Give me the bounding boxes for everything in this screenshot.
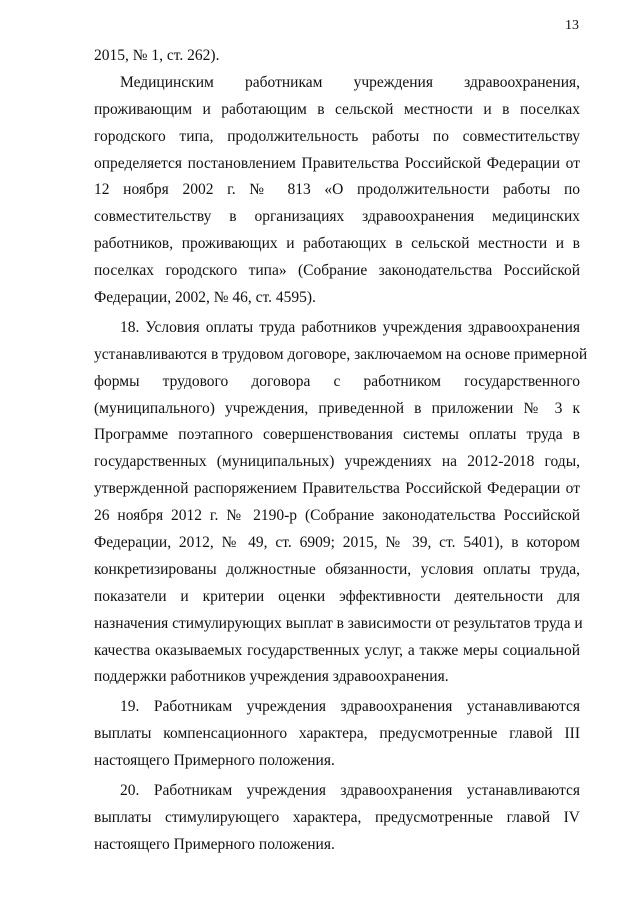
- text-line: определяется постановлением Правительства Российской Федерации от: [94, 154, 580, 172]
- text-line: работников, проживающих и работающих в сельской местности и в: [94, 235, 580, 253]
- text-line: Медицинским работникам учреждения здравоохранения,: [120, 73, 580, 91]
- text-line: выплаты компенсационного характера, предусмотренные главой III: [94, 725, 580, 743]
- text-line: качества оказываемых государственных услуг, а также меры социальной: [94, 641, 580, 659]
- text-line: (муниципального) учреждения, приведенной в приложении № 3 к: [94, 399, 580, 417]
- text-line: Федерации, 2002, № 46, ст. 4595).: [94, 289, 316, 307]
- text-line: городского типа, продолжительность работы по совместительству: [94, 127, 580, 145]
- text-line: настоящего Примерного положения.: [94, 835, 335, 853]
- page-number: 13: [565, 18, 579, 33]
- text-line: конкретизированы должностные обязанности, условия оплаты труда,: [94, 560, 580, 578]
- text-line: поселках городского типа» (Собрание законодательства Российской: [94, 262, 580, 280]
- text-line: 26 ноября 2012 г. № 2190-р (Собрание законодательства Российской: [94, 507, 580, 525]
- text-line: 2015, № 1, ст. 262).: [94, 47, 220, 64]
- text-line: формы трудового договора с работником государственного: [94, 372, 580, 390]
- text-line: 12 ноября 2002 г. № 813 «О продолжительности работы по: [94, 181, 580, 199]
- text-line: настоящего Примерного положения.: [94, 752, 335, 770]
- text-line: Федерации, 2012, № 49, ст. 6909; 2015, № 39, ст. 5401), в котором: [94, 534, 580, 552]
- text-line: проживающим и работающим в сельской местности и в поселках: [94, 100, 580, 118]
- text-line: устанавливаются в трудовом договоре, заключаемом на основе примерной: [94, 345, 588, 363]
- text-line: показатели и критерии оценки эффективности деятельности для: [94, 587, 580, 605]
- text-line: выплаты стимулирующего характера, предусмотренные главой IV: [94, 808, 580, 826]
- text-line: утвержденной распоряжением Правительства Российской Федерации от: [94, 480, 580, 498]
- text-line: Программе поэтапного совершенствования системы оплаты труда в: [94, 426, 580, 444]
- document-body: [94, 43, 588, 859]
- text-line: 20. Работникам учреждения здравоохранения устанавливаются: [120, 782, 580, 800]
- text-line: поддержки работников учреждения здравоохранения.: [94, 668, 449, 686]
- text-line: государственных (муниципальных) учреждениях на 2012-2018 годы,: [94, 453, 580, 471]
- text-line: 18. Условия оплаты труда работников учреждения здравоохранения: [120, 318, 580, 336]
- text-line: назначения стимулирующих выплат в зависимости от результатов труда и: [94, 614, 583, 632]
- text-line: совместительству в организациях здравоохранения медицинских: [94, 208, 580, 226]
- text-line: 19. Работникам учреждения здравоохранения устанавливаются: [120, 698, 580, 716]
